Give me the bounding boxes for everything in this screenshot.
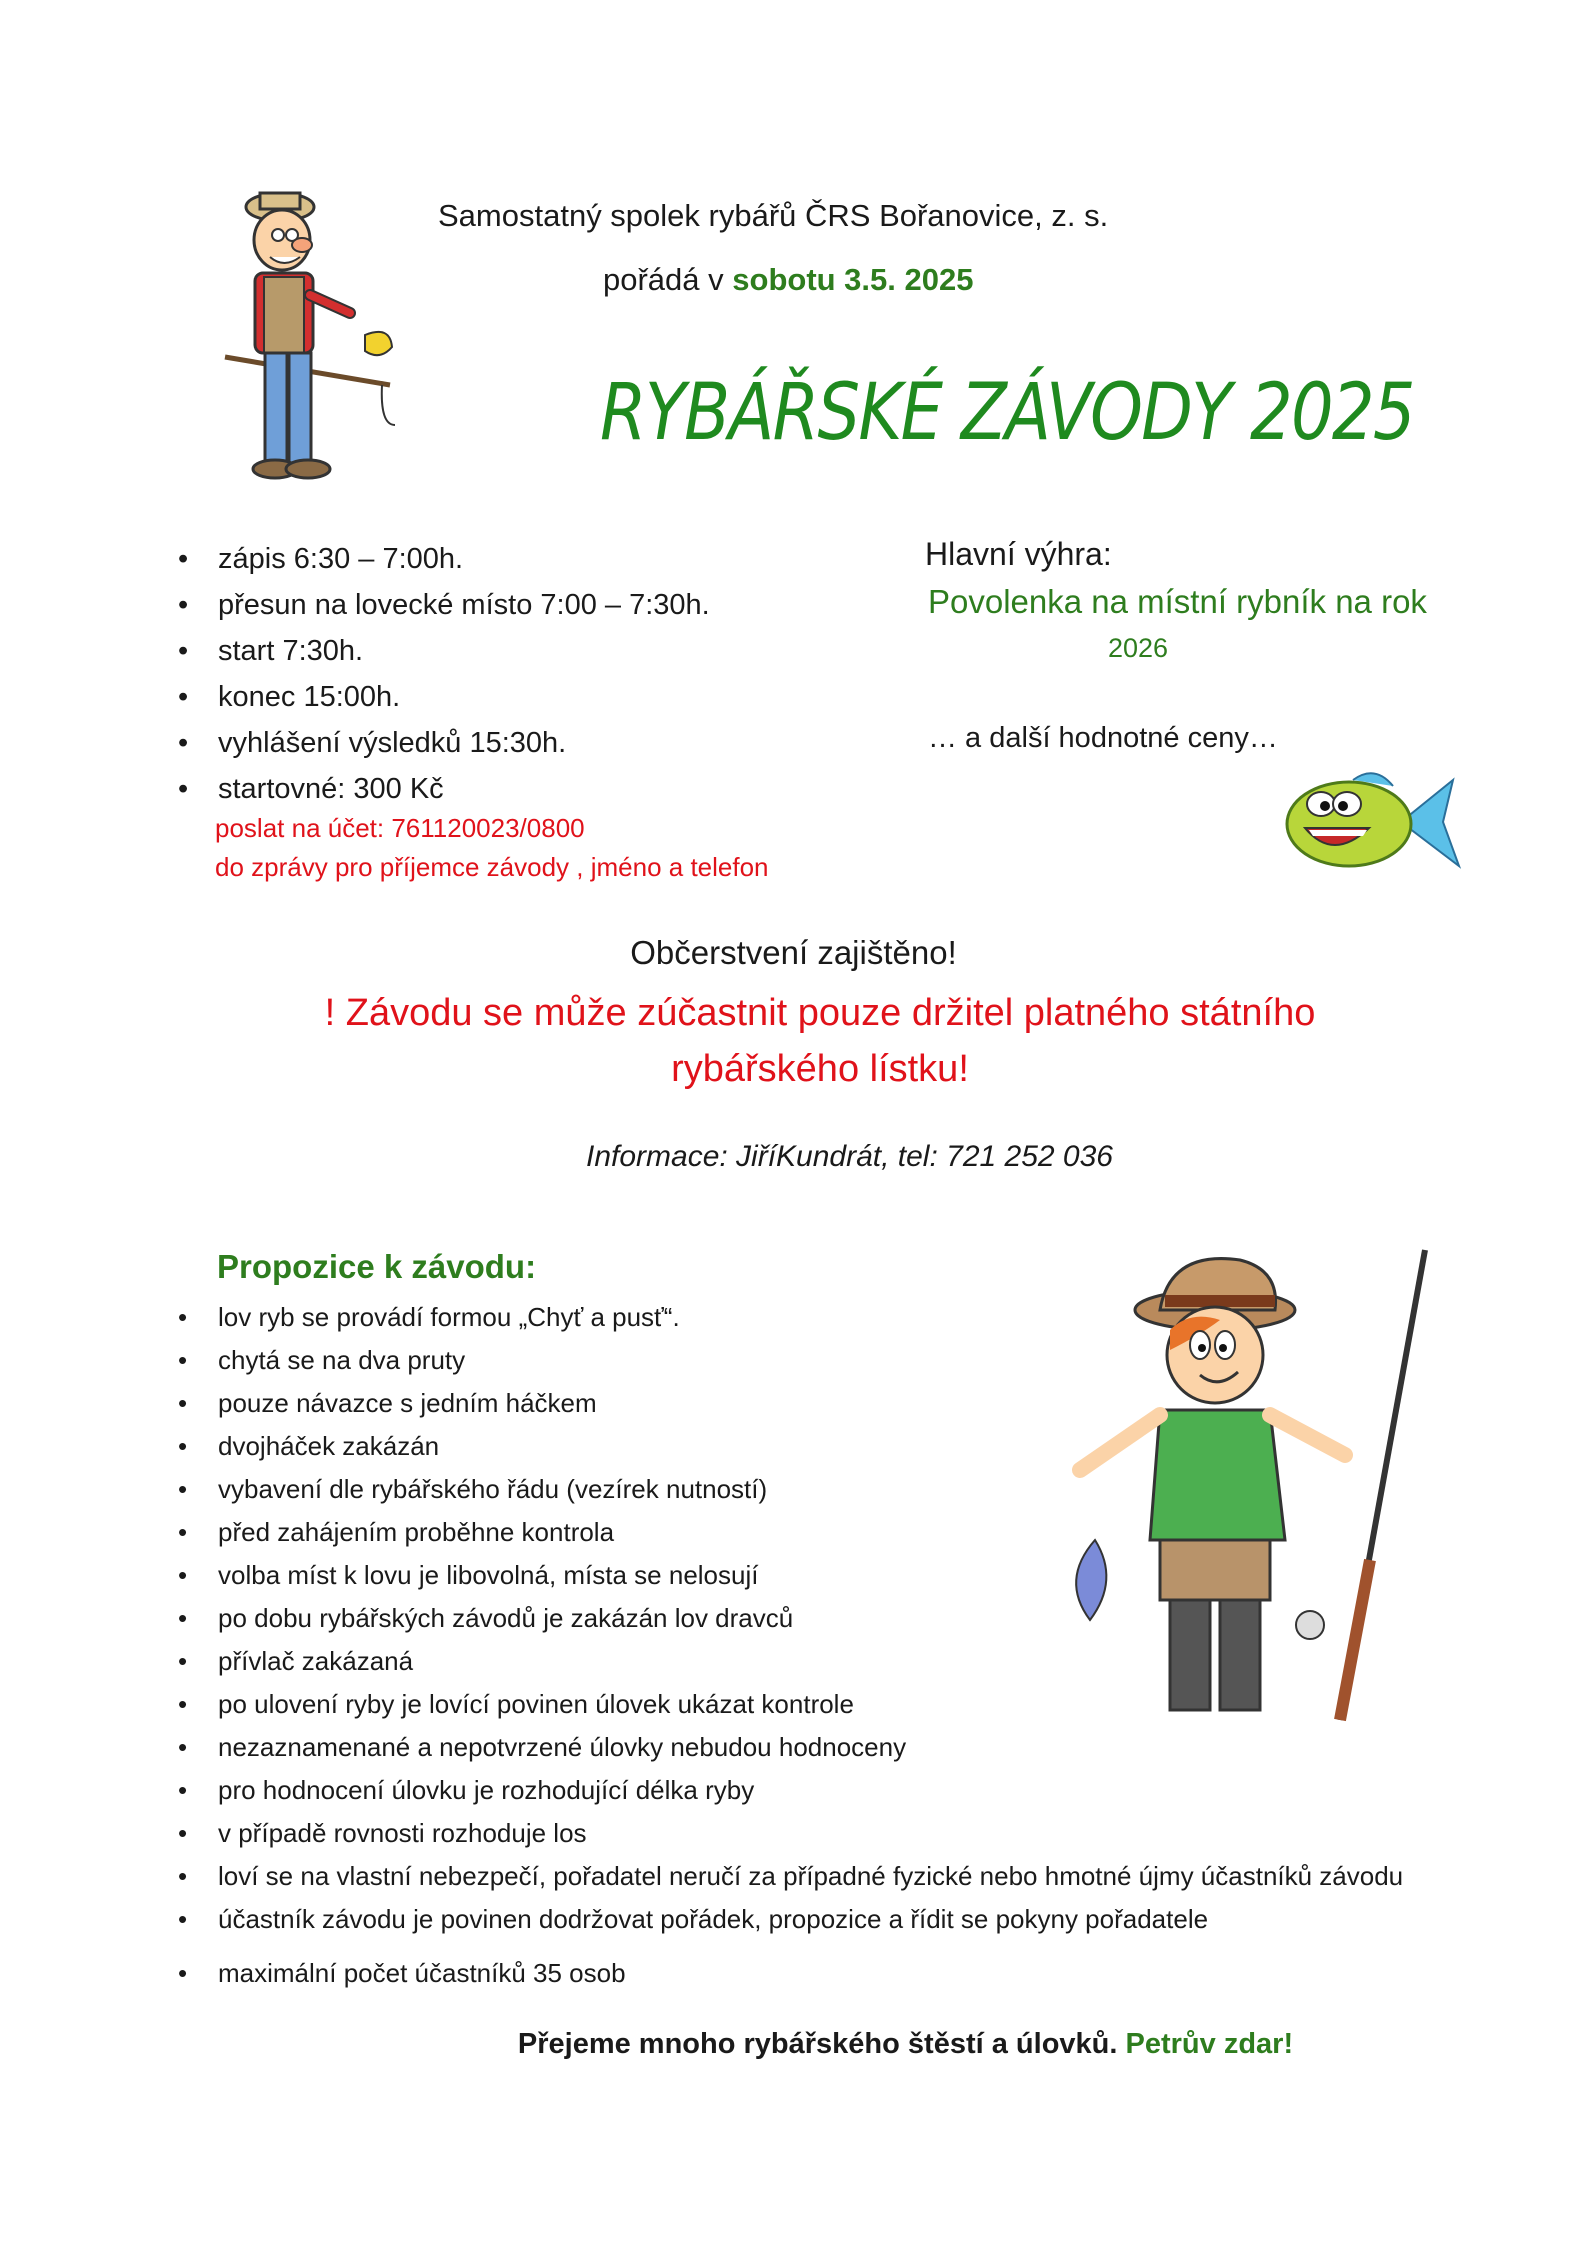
list-item: • volba míst k lovu je libovolná, místa se nelosují [178, 1554, 1403, 1597]
schedule-list [178, 536, 710, 812]
closing-wish: Přejeme mnoho rybářského štěstí a úlovků. [517, 2028, 1118, 2060]
boy-fisherman-cartoon-icon [1040, 1240, 1440, 1740]
list-item: • zápis 6:30 – 7:00h. [178, 536, 710, 582]
list-item: • pouze návazce s jedním háčkem [178, 1382, 1403, 1425]
list-item: • lov ryb se provádí formou „Chyť a pusť“. [178, 1296, 1403, 1339]
list-item: • konec 15:00h. [178, 674, 710, 720]
fisherman-cartoon-icon [220, 185, 420, 485]
list-item: • chytá se na dva pruty [178, 1339, 1403, 1382]
license-warning-line1: ! Závodu se může zúčastnit pouze držitel platného státního [324, 992, 1316, 1034]
smiling-fish-icon [1283, 770, 1465, 875]
closing-message [0, 2028, 1587, 2061]
list-item: • účastník závodu je povinen dodržovat pořádek, propozice a řídit se pokyny pořadatele [178, 1898, 1403, 1941]
main-prize-year: 2026 [1108, 633, 1169, 663]
rules-heading: Propozice k závodu: [217, 1248, 537, 1285]
list-item: • maximální počet účastníků 35 osob [178, 1958, 626, 1989]
prize-heading: Hlavní výhra: [925, 536, 1112, 572]
license-warning [0, 985, 1587, 1097]
list-item: • v případě rovnosti rozhoduje los [178, 1812, 1403, 1855]
closing-wrap [406, 2028, 1293, 2060]
page-title: RYBÁŘSKÉ ZÁVODY 2025 [600, 368, 1414, 458]
list-item: • start 7:30h. [178, 628, 710, 674]
list-item: • vybavení dle rybářského řádu (vezírek nutností) [178, 1468, 1403, 1511]
list-item: • pro hodnocení úlovku je rozhodující délka ryby [178, 1769, 1403, 1812]
list-item: • dvojháček zakázán [178, 1425, 1403, 1468]
closing-greeting: Petrův zdar! [1125, 2028, 1294, 2060]
more-prizes: … a další hodnotné ceny… [928, 722, 1278, 754]
max-participants-list [178, 1958, 626, 1989]
list-item: • nezaznamenané a nepotvrzené úlovky nebudou hodnoceny [178, 1726, 1403, 1769]
payment-account: poslat na účet: 761120023/0800 [215, 813, 585, 843]
list-item: • po dobu rybářských závodů je zakázán lov dravců [178, 1597, 1403, 1640]
license-warning-line2: rybářského lístku! [671, 1048, 969, 1090]
list-item: • startovné: 300 Kč [178, 766, 710, 812]
refreshments-notice: Občerstvení zajištěno! [630, 934, 957, 971]
list-item: • přívlač zakázaná [178, 1640, 1403, 1683]
contact-text: Informace: JiříKundrát, tel: 721 252 036 [586, 1140, 1113, 1173]
organizer-name: Samostatný spolek rybářů ČRS Bořanovice, z. s. [438, 198, 1109, 233]
organizes-prefix: pořádá v [603, 262, 733, 297]
event-date: sobotu 3.5. 2025 [732, 262, 974, 297]
contact-info [0, 1140, 1587, 1174]
event-date-line [603, 262, 973, 298]
main-prize: Povolenka na místní rybník na rok [928, 583, 1427, 620]
list-item: • po ulovení ryby je lovící povinen úlovek ukázat kontrole [178, 1683, 1403, 1726]
list-item: • přesun na lovecké místo 7:00 – 7:30h. [178, 582, 710, 628]
list-item: • vyhlášení výsledků 15:30h. [178, 720, 710, 766]
list-item: • před zahájením proběhne kontrola [178, 1511, 1403, 1554]
list-item: • loví se na vlastní nebezpečí, pořadatel neručí za případné fyzické nebo hmotné újmy účastníků závodu [178, 1855, 1403, 1898]
payment-note: do zprávy pro příjemce závody , jméno a telefon [215, 852, 769, 882]
